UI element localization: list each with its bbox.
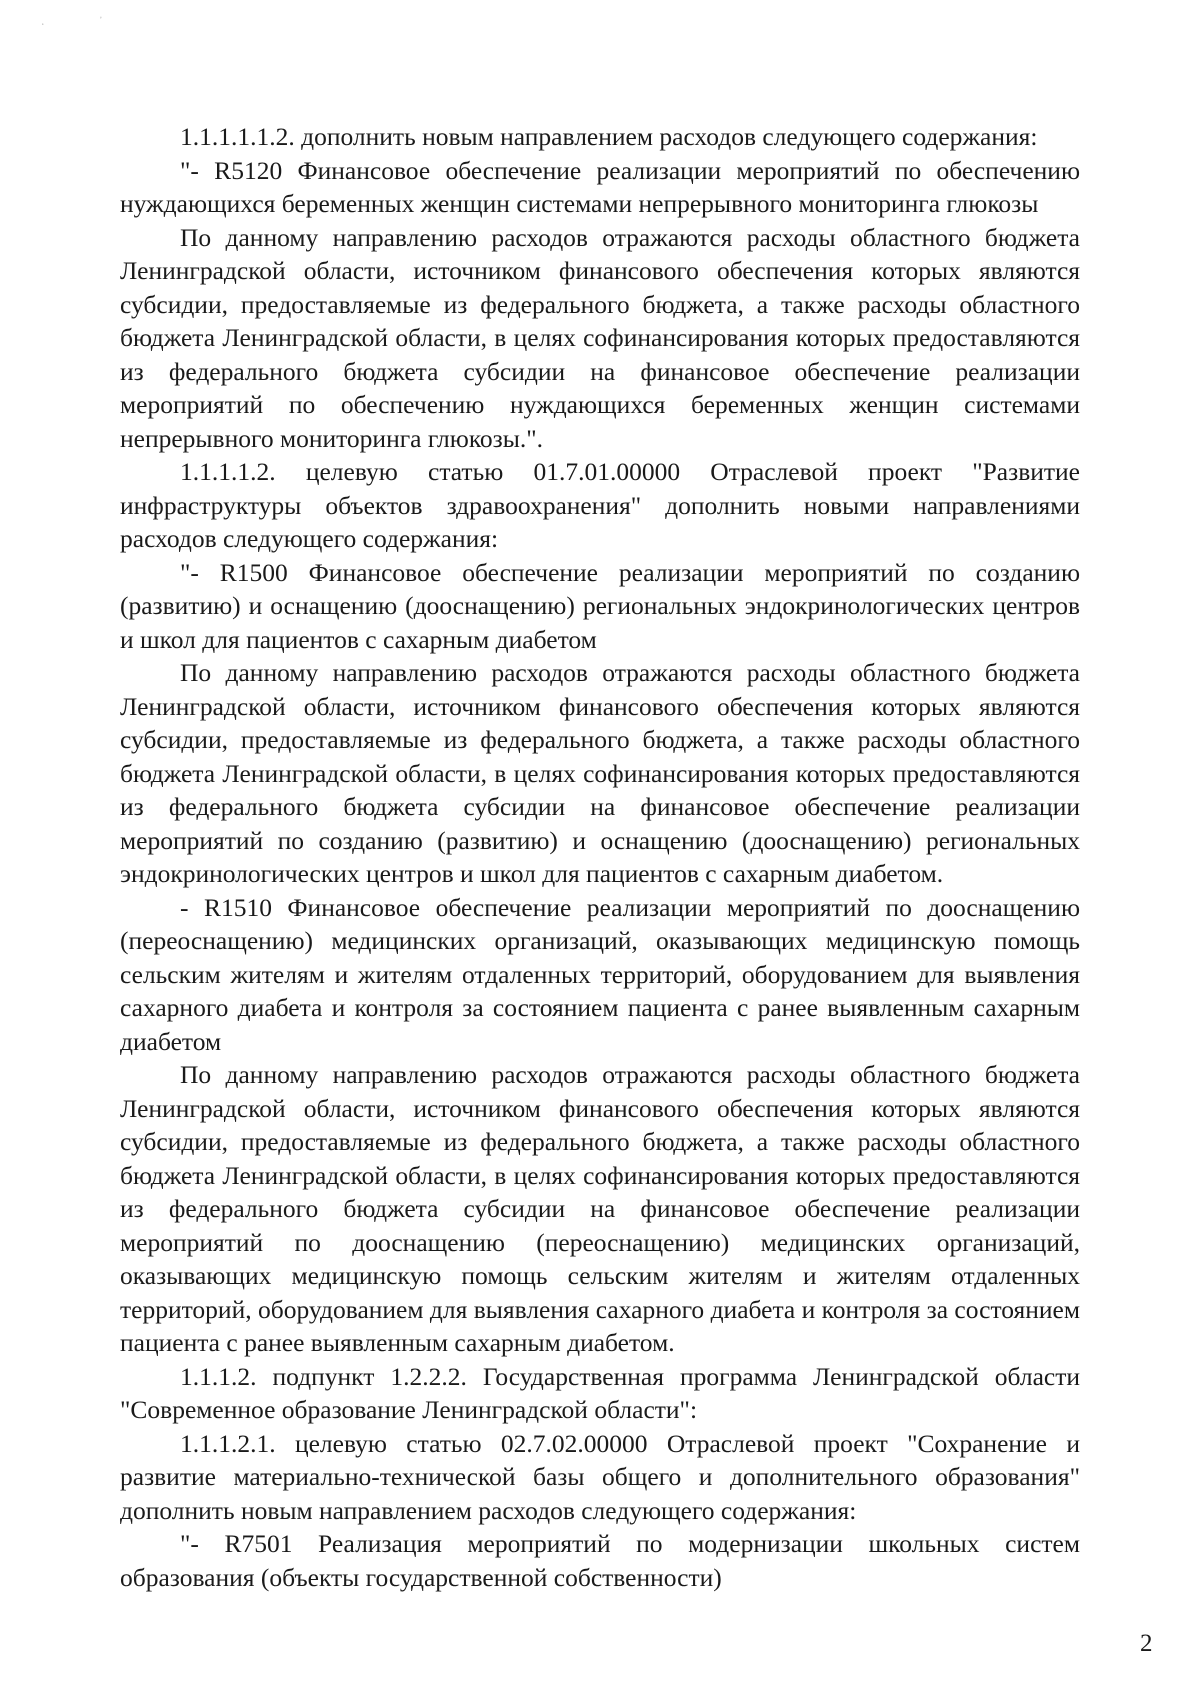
- paragraph: 1.1.1.1.2. целевую статью 01.7.01.00000 Отраслевой проект "Развитие инфраструктуры объектов здравоохранения" дополнить новыми направлениями расходов следующего содержания:: [120, 457, 1080, 553]
- paragraph: "- R5120 Финансовое обеспечение реализации мероприятий по обеспечению нуждающихся беременных женщин системами непрерывного мониторинга глюкозы: [120, 155, 1080, 218]
- document-body: [120, 120, 1080, 1594]
- scan-artifact: ʻ: [42, 22, 44, 31]
- paragraph: "- R7501 Реализация мероприятий по модернизации школьных систем образования (объекты государственной собственности): [120, 1529, 1080, 1592]
- paragraph: "- R1500 Финансовое обеспечение реализации мероприятий по созданию (развитию) и оснащению (дооснащению) региональных эндокринологических центров и школ для пациентов с сахарным диабетом: [120, 557, 1080, 654]
- paragraph: По данному направлению расходов отражаются расходы областного бюджета Ленинградской области, источником финансового обеспечения которых являются субсидии, предоставляемые из федерального бюджета, а также расходы областного бюджета Ленинградской области, в целях софинансирования которых предоставляются из федерального бюджета субсидии на финансовое обеспечение реализации мероприятий по созданию (развитию) и оснащению (дооснащению) региональных эндокринологических центров и школ для пациентов с сахарным диабетом.: [120, 658, 1080, 888]
- paragraph: 1.1.1.2.1. целевую статью 02.7.02.00000 Отраслевой проект "Сохранение и развитие материально-технической базы общего и дополнительного образования" дополнить новым направлением расходов следующего содержания:: [120, 1428, 1080, 1525]
- page-number: 2: [1140, 1630, 1153, 1657]
- paragraph: 1.1.1.1.1.2. дополнить новым направлением расходов следующего содержания:: [180, 122, 1038, 151]
- paragraph: 1.1.1.2. подпункт 1.2.2.2. Государственная программа Ленинградской области "Современное образование Ленинградской области":: [120, 1361, 1080, 1424]
- scan-artifact: ʼ: [100, 16, 102, 25]
- paragraph: По данному направлению расходов отражаются расходы областного бюджета Ленинградской области, источником финансового обеспечения которых являются субсидии, предоставляемые из федерального бюджета, а также расходы областного бюджета Ленинградской области, в целях софинансирования которых предоставляются из федерального бюджета субсидии на финансовое обеспечение реализации мероприятий по дооснащению (переоснащению) медицинских организаций, оказывающих медицинскую помощь сельским жителям и жителям отдаленных территорий, оборудованием для выявления сахарного диабета и контроля за состоянием пациента с ранее выявленным сахарным диабетом.: [120, 1060, 1080, 1357]
- paragraph: По данному направлению расходов отражаются расходы областного бюджета Ленинградской области, источником финансового обеспечения которых являются субсидии, предоставляемые из федерального бюджета, а также расходы областного бюджета Ленинградской области, в целях софинансирования которых предоставляются из федерального бюджета субсидии на финансовое обеспечение реализации мероприятий по обеспечению нуждающихся беременных женщин системами непрерывного мониторинга глюкозы.".: [120, 222, 1080, 453]
- paragraph: - R1510 Финансовое обеспечение реализации мероприятий по дооснащению (переоснащению) медицинских организаций, оказывающих медицинскую помощь сельским жителям и жителям отдаленных территорий, оборудованием для выявления сахарного диабета и контроля за состоянием пациента с ранее выявленным сахарным диабетом: [120, 892, 1080, 1056]
